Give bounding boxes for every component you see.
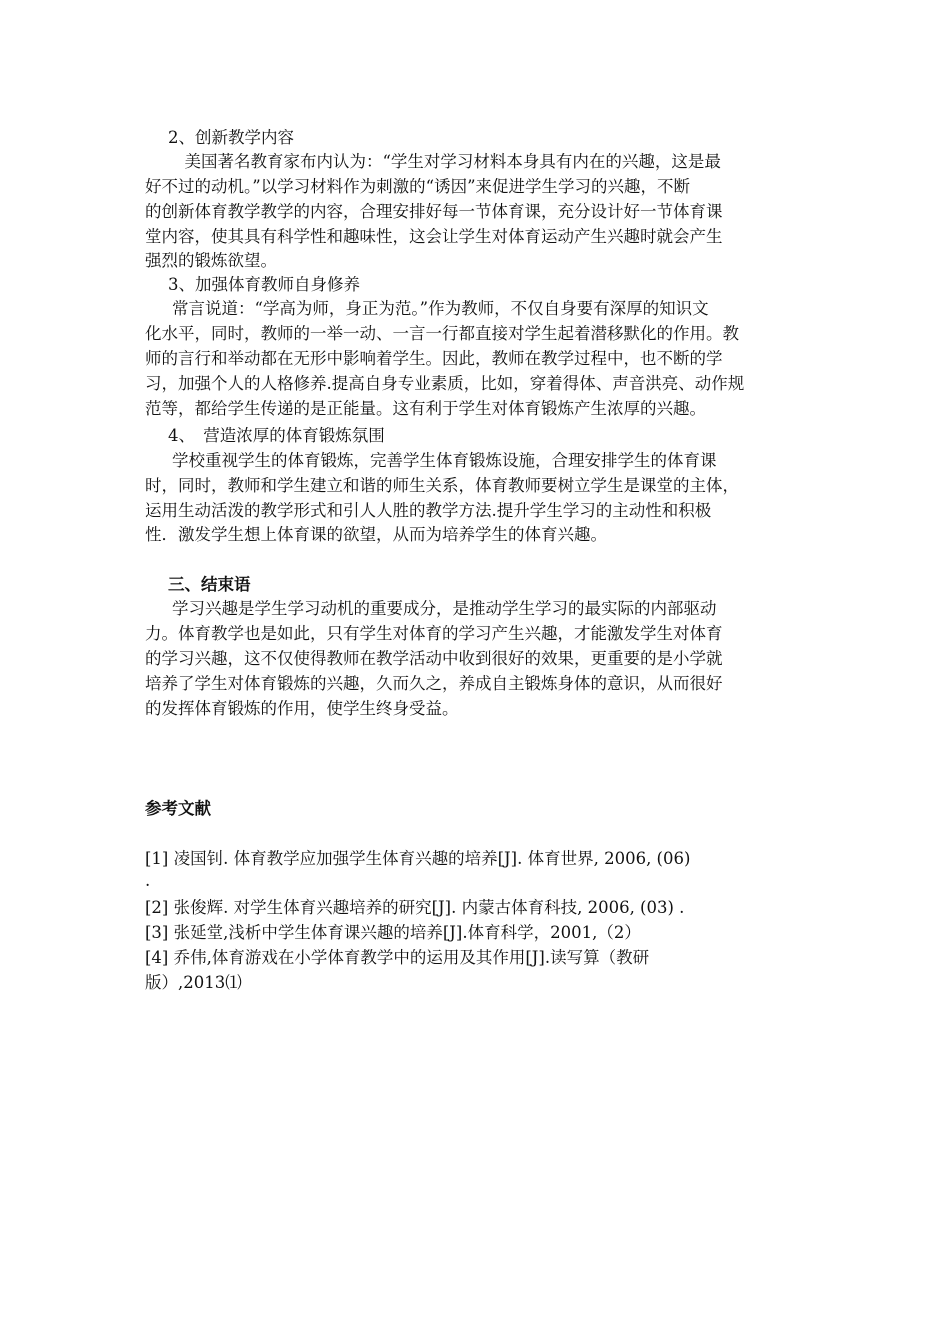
paragraph-line: 运用生动活泼的教学形式和引人人胜的教学方法.提升学生学习的主动性和积极 <box>145 501 712 520</box>
paragraph-line: 性．激发学生想上体育课的欲望，从而为培养学生的体育兴趣。 <box>145 525 607 544</box>
reference-item: [4] 乔伟,体育游戏在小学体育教学中的运用及其作用[J].读写算（教研 <box>145 948 650 967</box>
paragraph-line: 常言说道：“学高为师，身正为范。”作为教师，不仅自身要有深厚的知识文 <box>172 299 709 318</box>
conclusion-heading: 三、结束语 <box>168 575 251 594</box>
paragraph-line: 堂内容，使其具有科学性和趣味性，这会让学生对体育运动产生兴趣时就会产生 <box>145 227 723 246</box>
paragraph-line: 范等，都给学生传递的是正能量。这有利于学生对体育锻炼产生浓厚的兴趣。 <box>145 399 706 418</box>
references-heading: 参考文献 <box>145 799 211 818</box>
paragraph-line: 师的言行和举动都在无形中影响着学生。因此，教师在教学过程中，也不断的学 <box>145 349 723 368</box>
reference-item: [3] 张延堂,浅析中学生体育课兴趣的培养[J].体育科学，2001,（2） <box>145 923 641 942</box>
paragraph-line: 力。体育教学也是如此，只有学生对体育的学习产生兴趣，才能激发学生对体育 <box>145 624 723 643</box>
paragraph-line: 的学习兴趣，这不仅使得教师在教学活动中收到很好的效果，更重要的是小学就 <box>145 649 723 668</box>
paragraph-line: 强烈的锻炼欲望。 <box>145 251 277 270</box>
paragraph-line: 习，加强个人的人格修养.提高自身专业素质，比如，穿着得体、声音洪亮、动作规 <box>145 374 745 393</box>
paragraph-line: 学校重视学生的体育锻炼，完善学生体育锻炼设施，合理安排学生的体育课 <box>172 451 717 470</box>
reference-item-continuation: 版）,2013⑴ <box>145 973 242 992</box>
paragraph-line: 学习兴趣是学生学习动机的重要成分，是推动学生学习的最实际的内部驱动 <box>172 599 717 618</box>
section-heading-4: 4、 营造浓厚的体育锻炼氛围 <box>168 426 385 445</box>
paragraph-line: 化水平，同时，教师的一举一动、一言一行都直接对学生起着潜移默化的作用。教 <box>145 324 739 343</box>
section-heading-3: 3、加强体育教师自身修养 <box>168 275 360 294</box>
paragraph-line: 的创新体育教学教学的内容，合理安排好每一节体育课，充分设计好一节体育课 <box>145 202 723 221</box>
paragraph-line: 培养了学生对体育锻炼的兴趣，久而久之，养成自主锻炼身体的意识，从而很好 <box>145 674 723 693</box>
section-heading-2: 2、创新教学内容 <box>168 128 294 147</box>
paragraph-line: 美国著名教育家布内认为：“学生对学习材料本身具有内在的兴趣，这是最 <box>168 152 721 171</box>
reference-item-continuation: . <box>145 871 151 890</box>
paragraph-line: 的发挥体育锻炼的作用，使学生终身受益。 <box>145 699 459 718</box>
paragraph-line: 时，同时，教师和学生建立和谐的师生关系，体育教师要树立学生是课堂的主体， <box>145 476 739 495</box>
reference-item: [2] 张俊辉. 对学生体育兴趣培养的研究[J]. 内蒙古体育科技, 2006, (03) . <box>145 898 685 917</box>
reference-item: [1] 凌国钊. 体育教学应加强学生体育兴趣的培养[J]. 体育世界, 2006, (06) <box>145 849 691 868</box>
paragraph-line: 好不过的动机。”以学习材料作为刺激的“诱因”来促进学生学习的兴趣，不断 <box>145 177 691 196</box>
